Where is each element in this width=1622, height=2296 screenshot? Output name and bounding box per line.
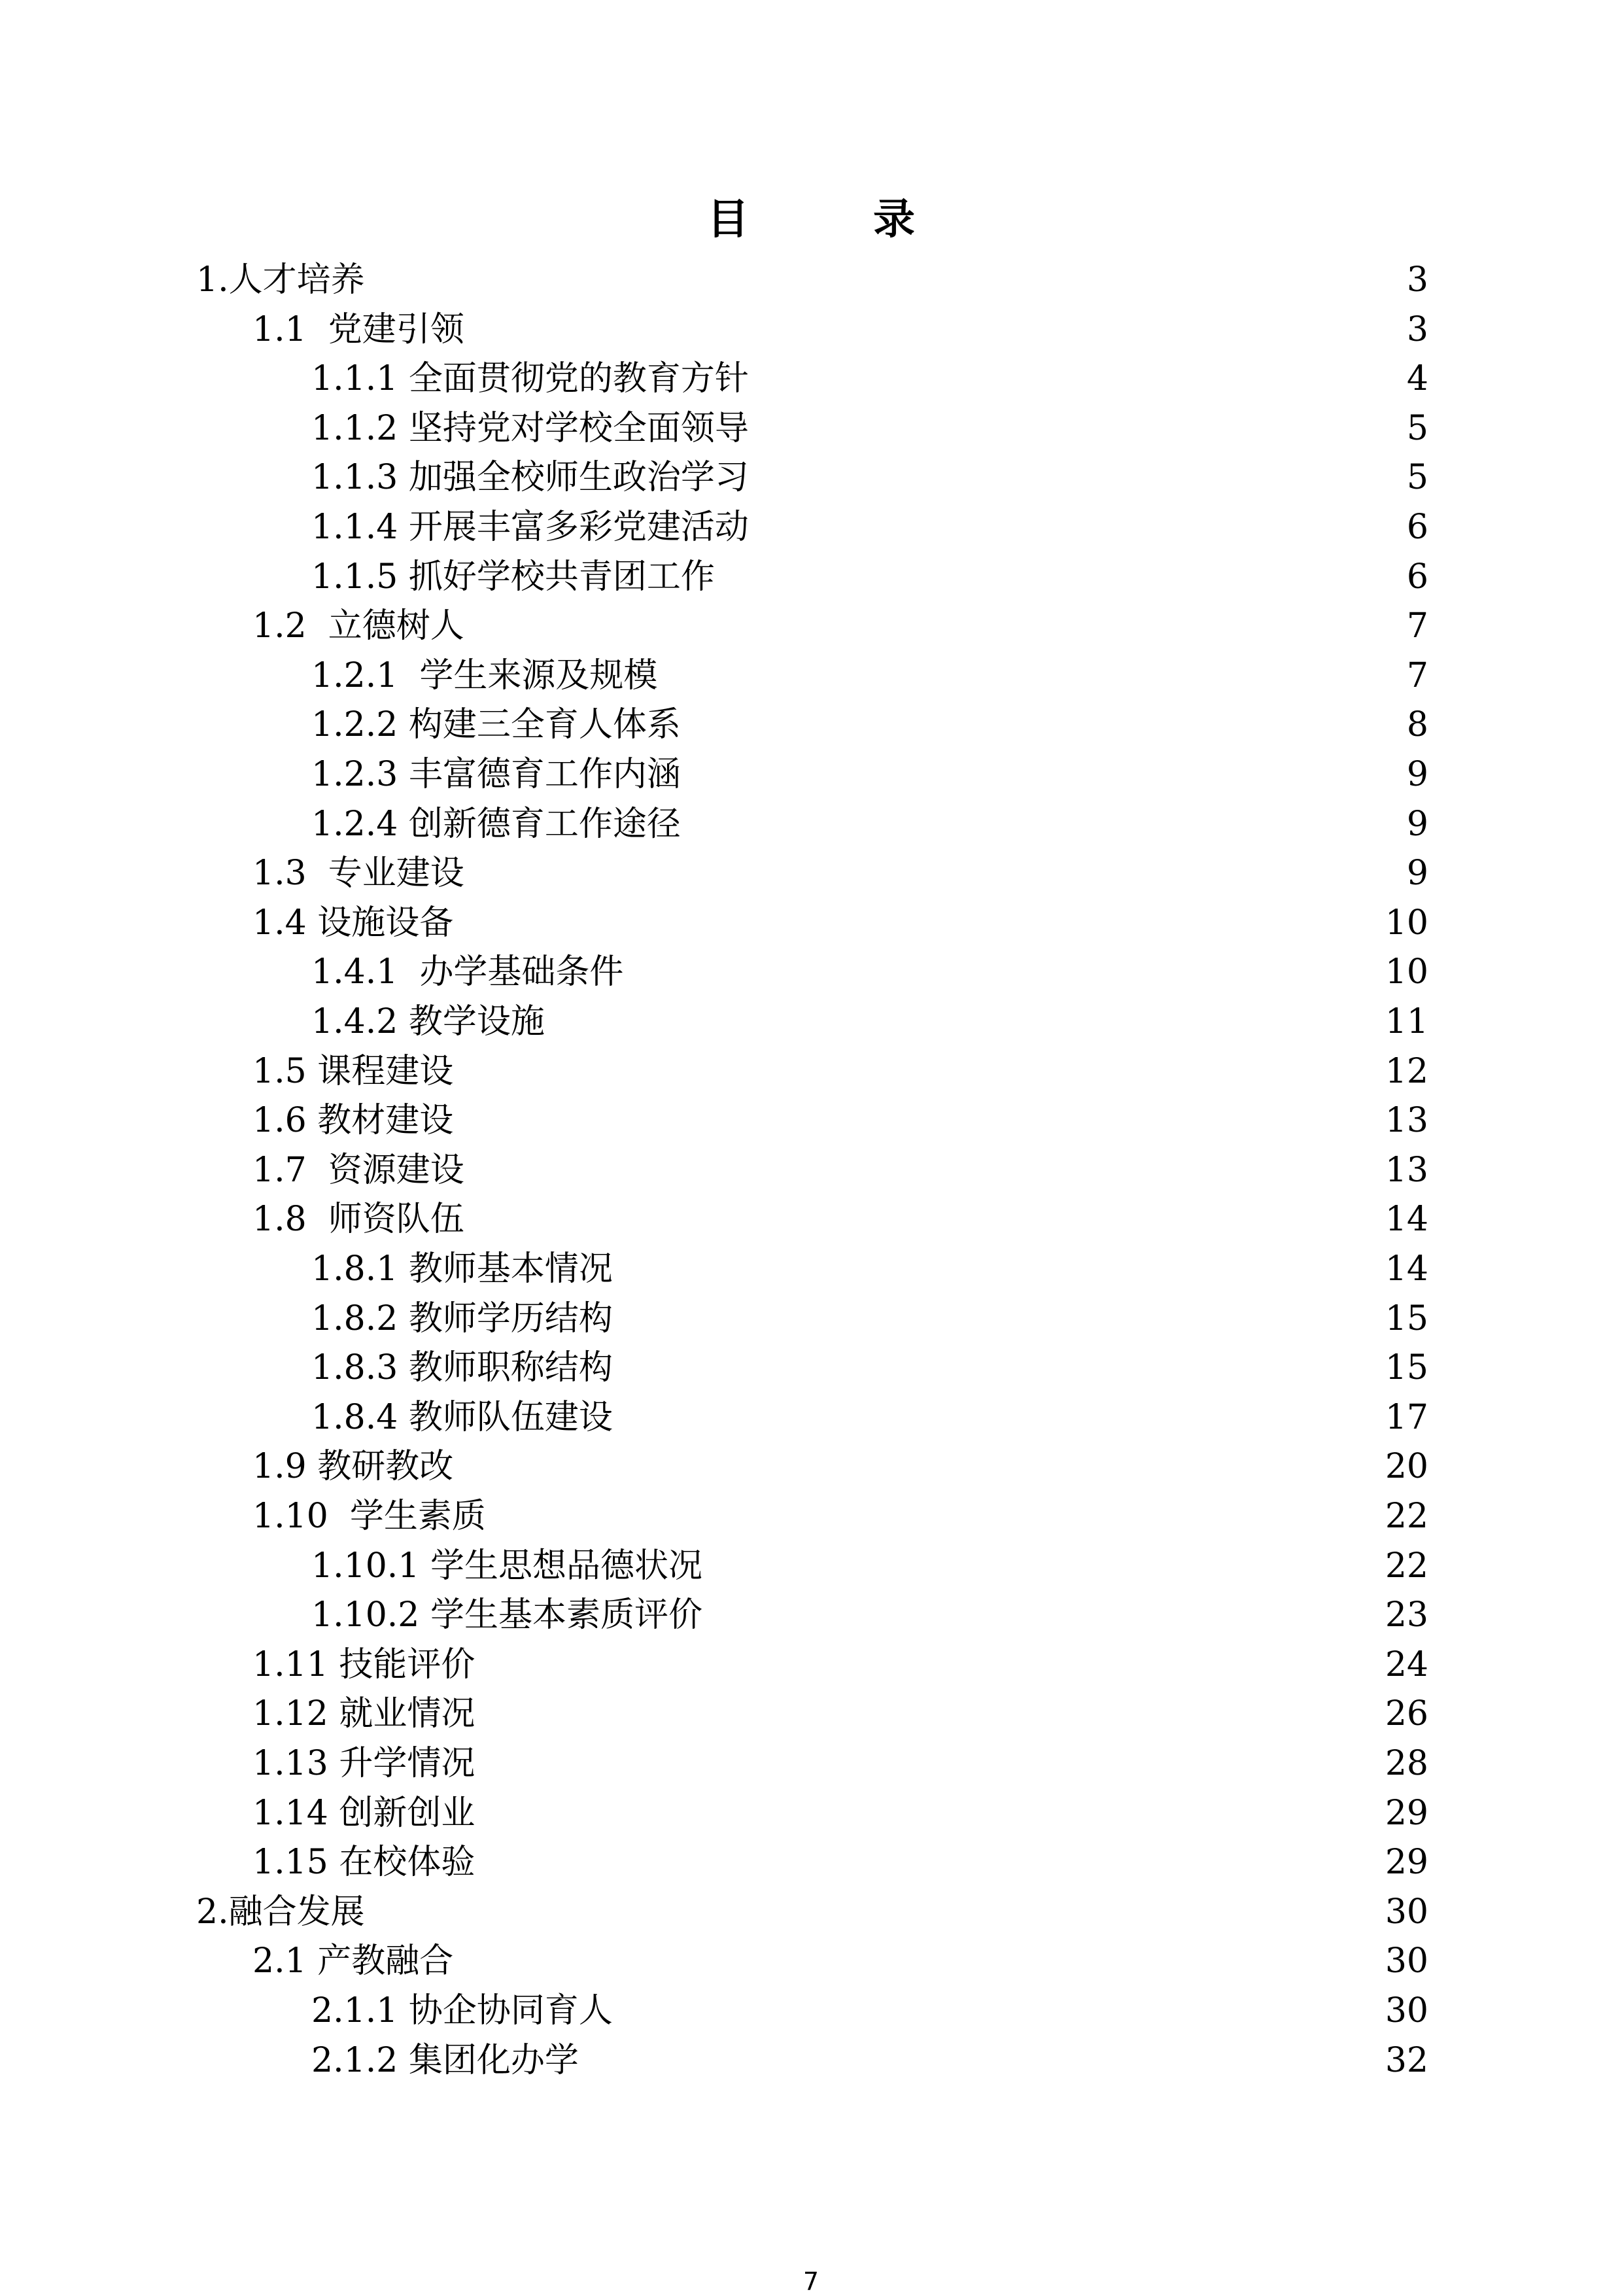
toc-entry[interactable] [311, 700, 1428, 750]
toc-entry-number: 1.2.4 [311, 805, 409, 844]
toc-entry-page: 17 [1385, 1398, 1428, 1437]
dot-leader [481, 1739, 1379, 1788]
toc-entry-title: 立德树人 [328, 606, 464, 646]
toc-entry-number: 1.1.1 [311, 359, 409, 398]
toc-entry-page: 32 [1385, 2041, 1428, 2080]
toc-entry-page: 6 [1406, 508, 1428, 547]
dot-leader [460, 1047, 1379, 1096]
dot-leader [585, 2036, 1379, 2085]
toc-entry-title: 教学设施 [408, 1002, 545, 1041]
toc-entry[interactable] [311, 947, 1428, 997]
toc-entry-number: 1.10.2 [311, 1595, 430, 1635]
toc-entry[interactable] [311, 1986, 1428, 2036]
dot-leader [471, 305, 1400, 355]
toc-entry-number: 2.1.2 [311, 2041, 409, 2080]
toc-entry-title: 升学情况 [339, 1744, 475, 1783]
toc-entry-title: 学生基本素质评价 [430, 1595, 702, 1635]
toc-entry[interactable] [311, 1590, 1428, 1640]
page-title: 目录 [707, 196, 1039, 244]
toc-entry[interactable] [252, 848, 1428, 898]
toc-entry-number: 2. [196, 1892, 229, 1932]
toc-entry-number: 1.2.2 [311, 705, 409, 744]
dot-leader [460, 898, 1379, 948]
toc-entry-title: 资源建设 [328, 1151, 464, 1190]
toc-entry-number: 1.1.4 [311, 508, 409, 547]
toc-entry-page: 10 [1385, 952, 1428, 992]
toc-entry[interactable] [311, 750, 1428, 799]
toc-entry-page: 30 [1385, 1892, 1428, 1932]
toc-entry[interactable] [311, 453, 1428, 502]
dot-leader [460, 1096, 1379, 1145]
toc-entry-title: 构建三全育人体系 [408, 705, 681, 744]
toc-entry-page: 5 [1406, 409, 1428, 448]
toc-entry[interactable] [196, 1887, 1428, 1937]
toc-entry-title: 教材建设 [317, 1101, 454, 1140]
toc-entry-number: 1. [196, 260, 229, 300]
toc-entry-page: 7 [1406, 656, 1428, 695]
toc-entry-title: 学生来源及规模 [419, 656, 658, 695]
toc-entry[interactable] [252, 1837, 1428, 1887]
toc-entry-number: 1.11 [252, 1645, 339, 1684]
toc-entry-page: 9 [1406, 854, 1428, 893]
toc-entry-page: 26 [1385, 1694, 1428, 1733]
toc-entry-number: 1.2 [252, 606, 328, 646]
toc-entry-title: 在校体验 [339, 1843, 475, 1882]
toc-entry[interactable] [252, 1739, 1428, 1788]
toc-entry-page: 3 [1406, 260, 1428, 300]
toc-entry-number: 1.6 [252, 1101, 318, 1140]
dot-leader [619, 1294, 1379, 1344]
toc-entry-page: 20 [1385, 1447, 1428, 1486]
toc-entry-page: 11 [1385, 1002, 1428, 1041]
page-number: 7 [802, 2267, 820, 2296]
toc-entry-title: 就业情况 [339, 1694, 475, 1733]
dot-leader [687, 750, 1400, 799]
toc-entry-number: 1.1 [252, 310, 328, 349]
dot-leader [709, 1590, 1379, 1640]
toc-entry-page: 14 [1385, 1200, 1428, 1239]
toc-entry-number: 1.8 [252, 1200, 328, 1239]
toc-entry[interactable] [311, 404, 1428, 453]
toc-entry-number: 1.12 [252, 1694, 339, 1733]
toc-entry[interactable] [311, 1294, 1428, 1344]
toc-entry[interactable] [252, 898, 1428, 948]
toc-entry-page: 30 [1385, 1991, 1428, 2030]
dot-leader [630, 947, 1378, 997]
toc-entry[interactable] [252, 1640, 1428, 1690]
toc-entry-page: 4 [1406, 359, 1428, 398]
dot-leader [481, 1837, 1379, 1887]
toc-entry-title: 课程建设 [317, 1052, 454, 1091]
dot-leader [471, 1194, 1379, 1244]
toc-entry-number: 1.7 [252, 1151, 328, 1190]
toc-entry-page: 3 [1406, 310, 1428, 349]
dot-leader [471, 601, 1400, 651]
toc-entry-number: 2.1.1 [311, 1991, 409, 2030]
dot-leader [481, 1689, 1379, 1739]
toc-entry-number: 1.8.1 [311, 1249, 409, 1289]
dot-leader [471, 1145, 1379, 1195]
toc-entry-page: 13 [1385, 1151, 1428, 1190]
dot-leader [687, 700, 1400, 750]
dot-leader [664, 651, 1400, 701]
toc-entry-title: 开展丰富多彩党建活动 [408, 508, 749, 547]
toc-entry-page: 28 [1385, 1744, 1428, 1783]
dot-leader [460, 1936, 1379, 1986]
toc-entry-page: 29 [1385, 1843, 1428, 1882]
toc-entry-number: 1.15 [252, 1843, 339, 1882]
toc-entry-page: 15 [1385, 1348, 1428, 1387]
toc-entry-title: 学生思想品德状况 [430, 1546, 702, 1586]
toc-entry-page: 6 [1406, 557, 1428, 597]
toc-entry-title: 教师基本情况 [408, 1249, 613, 1289]
toc-entry[interactable] [311, 997, 1428, 1047]
toc-entry-title: 丰富德育工作内涵 [408, 755, 681, 794]
toc-entry-number: 1.13 [252, 1744, 339, 1783]
toc-entry-page: 29 [1385, 1794, 1428, 1833]
toc-entry-number: 1.10.1 [311, 1546, 430, 1586]
toc-entry-number: 1.8.3 [311, 1348, 409, 1387]
toc-entry-page: 10 [1385, 903, 1428, 943]
toc-entry[interactable] [252, 1788, 1428, 1838]
toc-entry-page: 5 [1406, 458, 1428, 497]
toc-entry-title: 教师学历结构 [408, 1299, 613, 1338]
dot-leader [481, 1640, 1379, 1690]
toc-entry-title: 融合发展 [228, 1892, 365, 1932]
toc-entry-title: 学生素质 [349, 1497, 486, 1536]
dot-leader [460, 1442, 1379, 1491]
toc-entry[interactable] [311, 1541, 1428, 1591]
toc-entry-page: 30 [1385, 1941, 1428, 1981]
dot-leader [755, 453, 1400, 502]
toc-entry-page: 22 [1385, 1546, 1428, 1586]
toc-entry-title: 党建引领 [328, 310, 464, 349]
toc-entry-page: 7 [1406, 606, 1428, 646]
dot-leader [687, 799, 1400, 849]
dot-leader [619, 1393, 1379, 1442]
toc-entry-page: 13 [1385, 1101, 1428, 1140]
dot-leader [471, 848, 1400, 898]
toc-entry-number: 1.9 [252, 1447, 318, 1486]
toc-entry[interactable] [311, 354, 1428, 404]
dot-leader [709, 1541, 1379, 1591]
toc-entry[interactable] [252, 1689, 1428, 1739]
toc-entry-title: 坚持党对学校全面领导 [408, 409, 749, 448]
toc-entry-page: 12 [1385, 1052, 1428, 1091]
toc-entry[interactable] [252, 1442, 1428, 1491]
toc-entry-title: 全面贯彻党的教育方针 [408, 359, 749, 398]
toc-entry[interactable] [311, 502, 1428, 552]
toc-entry-page: 22 [1385, 1497, 1428, 1536]
dot-leader [371, 255, 1400, 305]
toc-entry-title: 技能评价 [339, 1645, 475, 1684]
toc-entry[interactable] [311, 1244, 1428, 1294]
dot-leader [619, 1343, 1379, 1393]
toc-entry-number: 2.1 [252, 1941, 318, 1981]
toc-entry-number: 1.3 [252, 854, 328, 893]
toc-entry-number: 1.1.3 [311, 458, 409, 497]
toc-entry[interactable] [252, 305, 1428, 355]
toc-entry-title: 人才培养 [228, 260, 365, 300]
toc-entry-number: 1.10 [252, 1497, 350, 1536]
dot-leader [619, 1986, 1379, 2036]
toc-entry-page: 9 [1406, 805, 1428, 844]
dot-leader [492, 1491, 1379, 1541]
toc-entry-title: 集团化办学 [408, 2041, 579, 2080]
toc-entry[interactable] [311, 1343, 1428, 1393]
dot-leader [481, 1788, 1379, 1838]
toc-entry-number: 1.8.2 [311, 1299, 409, 1338]
toc-entry-number: 1.4 [252, 903, 318, 943]
toc-entry[interactable] [311, 2036, 1428, 2085]
toc-entry-number: 1.1.5 [311, 557, 409, 597]
toc-entry-page: 9 [1406, 755, 1428, 794]
toc-entry-page: 24 [1385, 1645, 1428, 1684]
toc-entry[interactable] [252, 601, 1428, 651]
dot-leader [371, 1887, 1379, 1937]
toc-entry-page: 14 [1385, 1249, 1428, 1289]
toc-entry-title: 创新创业 [339, 1794, 475, 1833]
toc-entry-title: 抓好学校共青团工作 [408, 557, 715, 597]
toc-entry-number: 1.8.4 [311, 1398, 409, 1437]
toc-entry[interactable] [252, 1145, 1428, 1195]
toc-entry-title: 办学基础条件 [419, 952, 624, 992]
toc-entry[interactable] [252, 1936, 1428, 1986]
dot-leader [755, 354, 1400, 404]
toc-entry-number: 1.2.3 [311, 755, 409, 794]
toc-entry[interactable] [311, 651, 1428, 701]
toc-entry-page: 15 [1385, 1299, 1428, 1338]
toc-entry-page: 8 [1406, 705, 1428, 744]
dot-leader [755, 502, 1400, 552]
toc-entry-title: 师资队伍 [328, 1200, 464, 1239]
toc-entry[interactable] [311, 799, 1428, 849]
toc-entry-title: 创新德育工作途径 [408, 805, 681, 844]
toc-entry-number: 1.5 [252, 1052, 318, 1091]
toc-entry[interactable] [196, 255, 1428, 305]
toc-entry[interactable] [311, 552, 1428, 602]
dot-leader [551, 997, 1379, 1047]
toc-entry[interactable] [252, 1096, 1428, 1145]
toc-entry[interactable] [252, 1491, 1428, 1541]
toc-entry-page: 23 [1385, 1595, 1428, 1635]
dot-leader [755, 404, 1400, 453]
toc-entry-title: 教师职称结构 [408, 1348, 613, 1387]
toc-entry-title: 协企协同育人 [408, 1991, 613, 2030]
toc-entry-title: 加强全校师生政治学习 [408, 458, 749, 497]
toc-entry[interactable] [252, 1047, 1428, 1096]
dot-leader [619, 1244, 1379, 1294]
toc-entry-number: 1.2.1 [311, 656, 420, 695]
toc-entry-title: 教研教改 [317, 1447, 454, 1486]
toc-entry-number: 1.14 [252, 1794, 339, 1833]
toc-entry-title: 产教融合 [317, 1941, 454, 1981]
dot-leader [721, 552, 1400, 602]
toc-entry-number: 1.4.1 [311, 952, 420, 992]
toc-entry-number: 1.1.2 [311, 409, 409, 448]
toc-entry-title: 专业建设 [328, 854, 464, 893]
toc-entry[interactable] [252, 1194, 1428, 1244]
toc-entry-title: 设施设备 [317, 903, 454, 943]
toc-entry-title: 教师队伍建设 [408, 1398, 613, 1437]
toc-entry[interactable] [311, 1393, 1428, 1442]
toc-entry-number: 1.4.2 [311, 1002, 409, 1041]
